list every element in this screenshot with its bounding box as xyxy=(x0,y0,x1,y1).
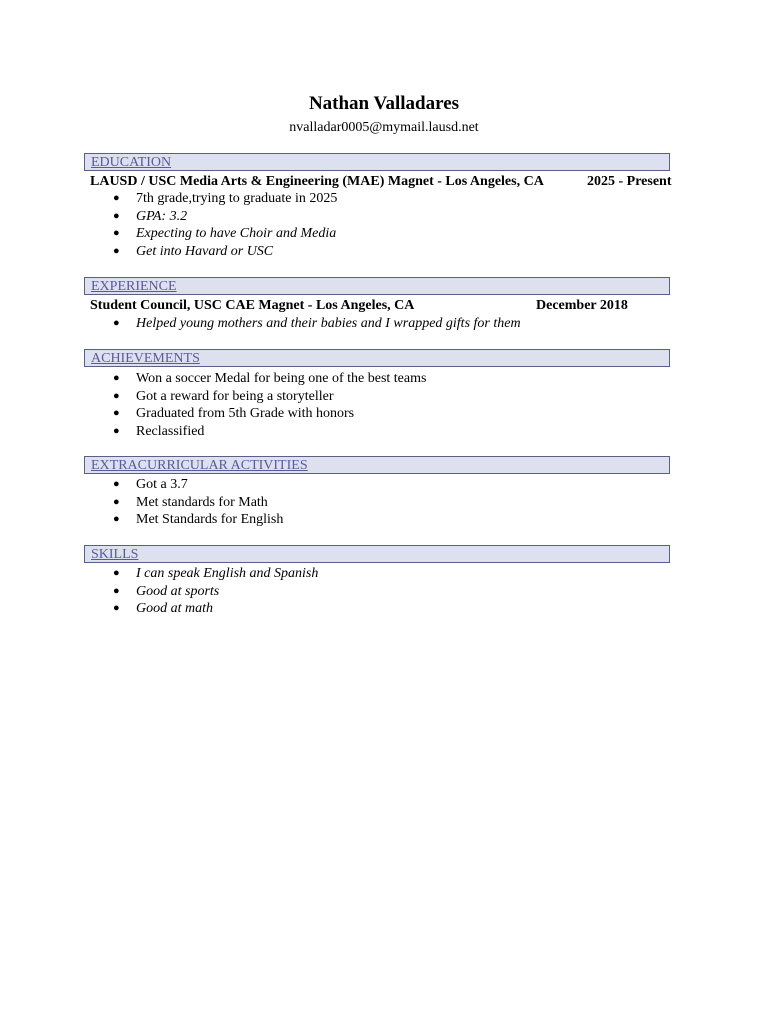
education-list xyxy=(0,190,337,260)
bullet-icon: ● xyxy=(113,478,120,490)
list-item: ● Expecting to have Choir and Media xyxy=(113,226,337,241)
list-item: ● GPA: 3.2 xyxy=(113,208,188,224)
bullet-icon: ● xyxy=(113,209,120,222)
bullet-icon: ● xyxy=(113,317,120,329)
list-item: ● Got a reward for being a storyteller xyxy=(113,388,334,404)
achievements-list xyxy=(0,370,426,440)
list-item: ● Helped young mothers and their babies and I wrapped gifts for them xyxy=(113,316,521,331)
experience-role: Student Council, USC CAE Magnet - Los Angeles, CA xyxy=(90,298,415,313)
bullet-icon: ● xyxy=(113,192,120,204)
experience-date: December 2018 xyxy=(536,298,628,313)
resume-header xyxy=(0,92,768,137)
education-date: 2025 - Present xyxy=(587,174,672,189)
experience-heading: EXPERIENCE xyxy=(84,277,670,295)
education-school: LAUSD / USC Media Arts & Engineering (MAE) Magnet - Los Angeles, CA xyxy=(90,174,544,189)
list-item: ● I can speak English and Spanish xyxy=(113,566,319,581)
list-item: ● Won a soccer Medal for being one of the best teams xyxy=(113,371,427,386)
extracurricular-heading: EXTRACURRICULAR ACTIVITIES xyxy=(84,456,670,474)
list-item: ● Met Standards for English xyxy=(113,512,284,527)
list-item: ● Reclassified xyxy=(113,423,205,439)
experience-list xyxy=(0,315,521,333)
list-item: ● Get into Havard or USC xyxy=(113,243,274,259)
list-item: ● 7th grade,trying to graduate in 2025 xyxy=(113,191,338,206)
skills-list xyxy=(0,565,318,618)
list-item: ● Got a 3.7 xyxy=(113,477,188,492)
list-item: ● Good at sports xyxy=(113,583,220,599)
bullet-icon: ● xyxy=(113,407,120,419)
bullet-icon: ● xyxy=(113,495,120,508)
list-item: ● Met standards for Math xyxy=(113,494,268,510)
applicant-name: Nathan Valladares xyxy=(308,93,460,114)
skills-heading: SKILLS xyxy=(84,545,670,563)
bullet-icon: ● xyxy=(113,584,120,597)
education-heading: EDUCATION xyxy=(84,153,670,171)
bullet-icon: ● xyxy=(113,227,120,239)
bullet-icon: ● xyxy=(113,567,120,579)
bullet-icon: ● xyxy=(113,389,120,402)
list-item: ● Graduated from 5th Grade with honors xyxy=(113,406,355,421)
bullet-icon: ● xyxy=(113,244,120,257)
list-item: ● Good at math xyxy=(113,601,213,616)
bullet-icon: ● xyxy=(113,602,120,614)
bullet-icon: ● xyxy=(113,372,120,384)
bullet-icon: ● xyxy=(113,424,120,437)
extracurricular-list xyxy=(0,476,283,529)
applicant-email: nvalladar0005@mymail.lausd.net xyxy=(289,120,479,135)
achievements-heading: ACHIEVEMENTS xyxy=(84,349,670,367)
bullet-icon: ● xyxy=(113,513,120,525)
